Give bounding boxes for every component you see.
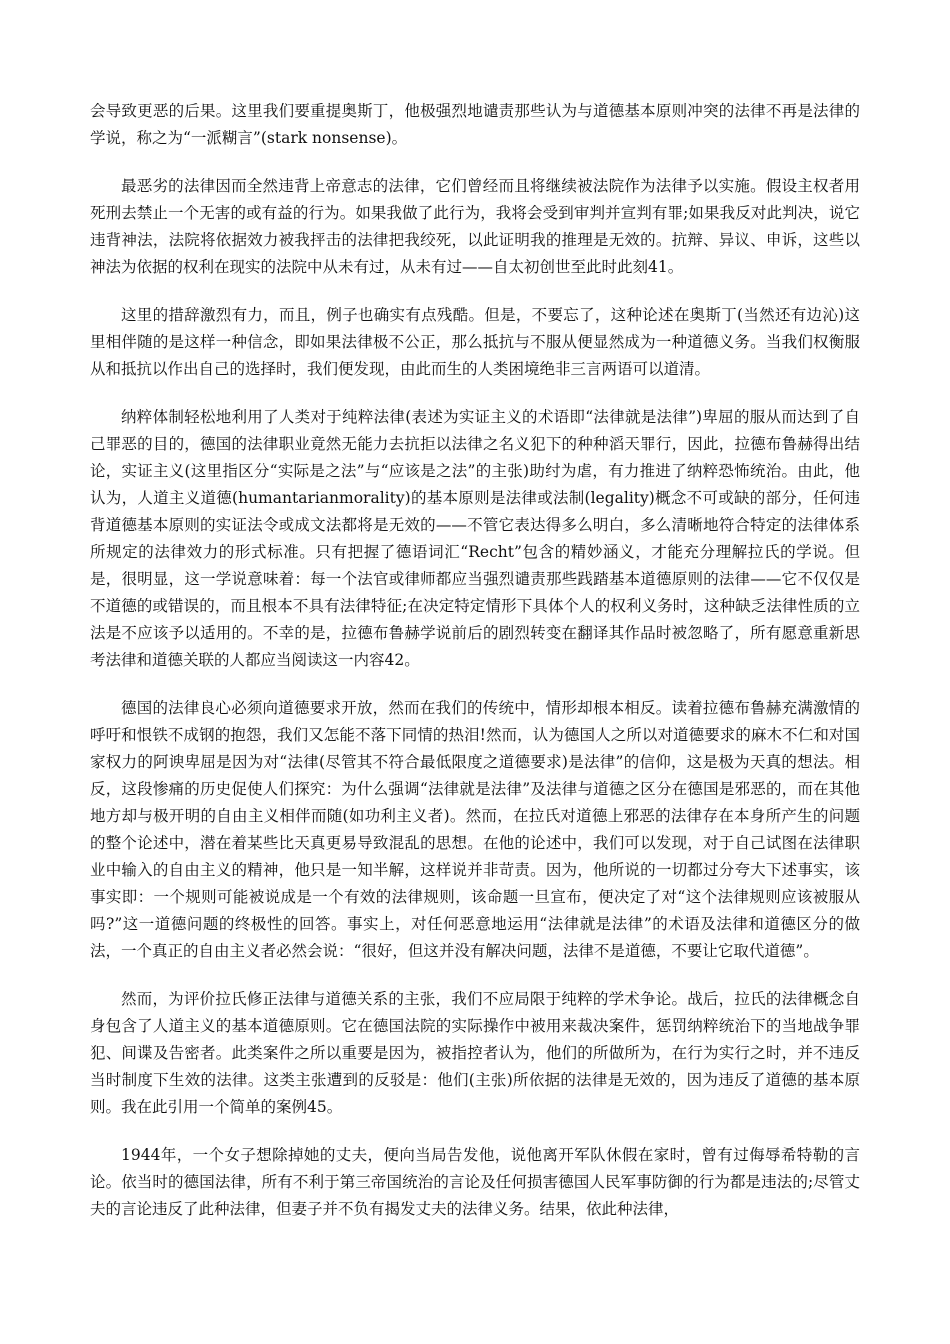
paragraph-7: 1944年，一个女子想除掉她的丈夫，便向当局告发他，说他离开军队休假在家时，曾有过侮辱希特勒的言论。依当时的德国法律，所有不利于第三帝国统治的言论及任何损害德国人民军事防御的行为都是违法的;尽管丈夫的言论违反了此种法律，但妻子并不负有揭发丈夫的法律义务。结果，依此种法律， [90,1146,860,1218]
paragraph-2: 最恶劣的法律因而全然违背上帝意志的法律，它们曾经而且将继续被法院作为法律予以实施。假设主权者用死刑去禁止一个无害的或有益的行为。如果我做了此行为，我将会受到审判并宣判有罪;如果我反对此判决，说它违背神法，法院将依据效力被我抨击的法律把我绞死，以此证明我的推理是无效的。抗辩、异议、申诉，这些以神法为依据的权利在现实的法院中从未有过，从未有过——自太初创世至此时此刻41。 [90,177,860,276]
paragraph-5: 德国的法律良心必须向道德要求开放，然而在我们的传统中，情形却根本相反。读着拉德布鲁赫充满激情的呼吁和恨铁不成钢的抱怨，我们又怎能不落下同情的热泪!然而，认为德国人之所以对道德要求的麻木不仁和对国家权力的阿谀卑屈是因为对“法律(尽管其不符合最低限度之道德要求)是法律”的信仰，这是极为天真的想法。相反，这段惨痛的历史促使人们探究：为什么强调“法律就是法律”及法律与道德之区分在德国是邪恶的，而在其他地方却与极开明的自由主义相伴而随(如功利主义者)。然而，在拉氏对道德上邪恶的法律存在本身所产生的问题的整个论述中，潜在着某些比天真更易导致混乱的思想。在他的论述中，我们可以发现，对于自己试图在法律职业中输入的自由主义的精神，他只是一知半解，这样说并非苛责。因为，他所说的一切都过分夸大下述事实，该事实即：一个规则可能被说成是一个有效的法律规则，该命题一旦宣布，便决定了对“这个法律规则应该被服从吗?”这一道德问题的终极性的回答。事实上，对任何恶意地运用“法律就是法律”的术语及法律和道德区分的做法，一个真正的自由主义者必然会说：“很好，但这并没有解决问题，法律不是道德，不要让它取代道德”。 [90,699,860,960]
paragraph-3: 这里的措辞激烈有力，而且，例子也确实有点残酷。但是，不要忘了，这种论述在奥斯丁(当然还有边沁)这里相伴随的是这样一种信念，即如果法律极不公正，那么抵抗与不服从便显然成为一种道德义务。当我们权衡服从和抵抗以作出自己的选择时，我们便发现，由此而生的人类困境绝非三言两语可以道清。 [90,306,860,378]
paragraph-4: 纳粹体制轻松地利用了人类对于纯粹法律(表述为实证主义的术语即“法律就是法律”)卑屈的服从而达到了自己罪恶的目的，德国的法律职业竟然无能力去抗拒以法律之名义犯下的种种滔天罪行，因此，拉德布鲁赫得出结论，实证主义(这里指区分“实际是之法”与“应该是之法”的主张)助纣为虐，有力推进了纳粹恐怖统治。由此，他认为，人道主义道德(humantarianmorality)的基本原则是法律或法制(legality)概念不可或缺的部分，任何违背道德基本原则的实证法令或成文法都将是无效的——不管它表达得多么明白，多么清晰地符合特定的法律体系所规定的法律效力的形式标准。只有把握了德语词汇“Recht”包含的精妙涵义，才能充分理解拉氏的学说。但是，很明显，这一学说意味着：每一个法官或律师都应当强烈谴责那些践踏基本道德原则的法律——它不仅仅是不道德的或错误的，而且根本不具有法律特征;在决定特定情形下具体个人的权利义务时，这种缺乏法律性质的立法是不应该予以适用的。不幸的是，拉德布鲁赫学说前后的剧烈转变在翻译其作品时被忽略了，所有愿意重新思考法律和道德关联的人都应当阅读这一内容42。 [90,408,860,669]
document-page [90,98,860,1244]
paragraph-6: 然而，为评价拉氏修正法律与道德关系的主张，我们不应局限于纯粹的学术争论。战后，拉氏的法律概念自身包含了人道主义的基本道德原则。它在德国法院的实际操作中被用来裁决案件，惩罚纳粹统治下的当地战争罪犯、间谍及告密者。此类案件之所以重要是因为，被指控者认为，他们的所做所为，在行为实行之时，并不违反当时制度下生效的法律。这类主张遭到的反驳是：他们(主张)所依据的法律是无效的，因为违反了道德的基本原则。我在此引用一个简单的案例45。 [90,990,860,1116]
paragraph-1: 会导致更恶的后果。这里我们要重提奥斯丁，他极强烈地谴责那些认为与道德基本原则冲突的法律不再是法律的学说，称之为“一派糊言”(stark nonsense)。 [90,102,860,147]
